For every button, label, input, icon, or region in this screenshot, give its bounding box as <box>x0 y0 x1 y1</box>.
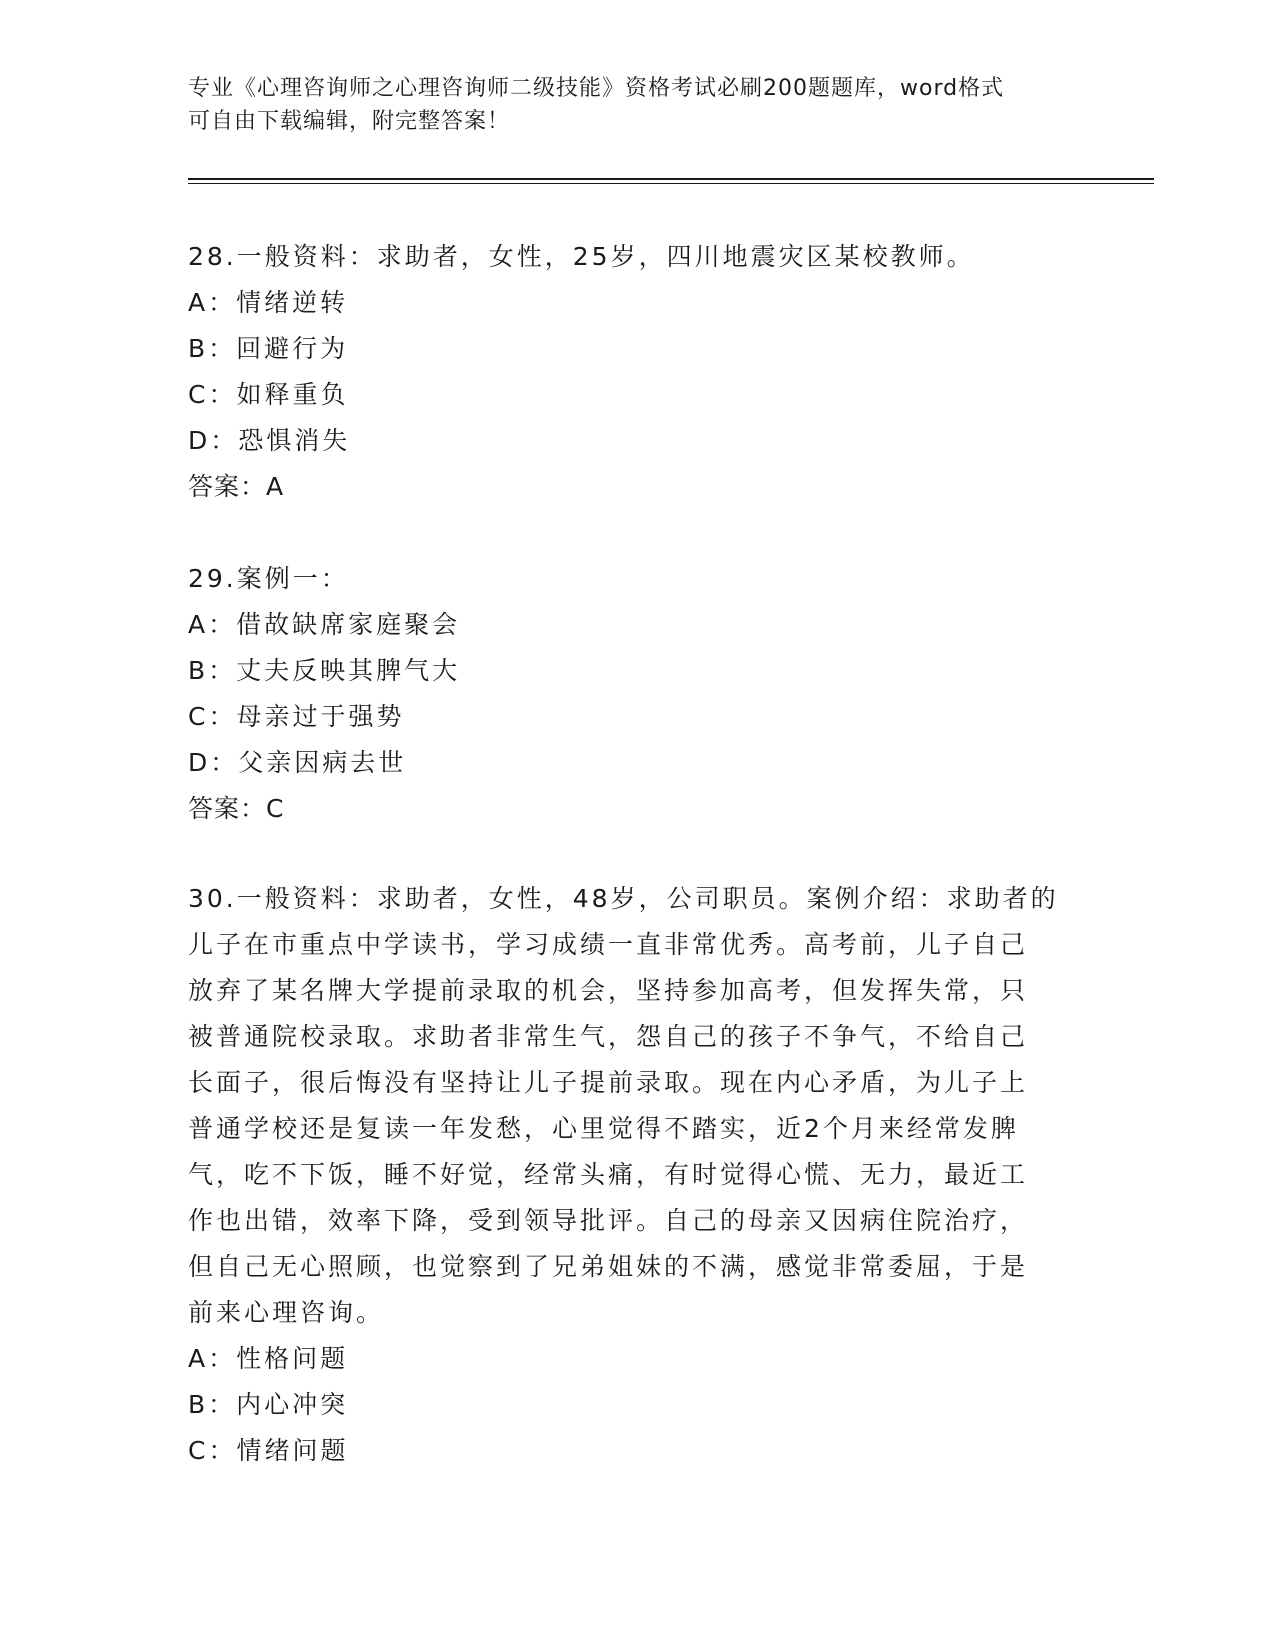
answer-text: 答案：C <box>188 794 285 823</box>
option-d: D：恐惧消失 <box>188 426 351 455</box>
option-a: A：借故缺席家庭聚会 <box>188 610 461 639</box>
option-c: C：如释重负 <box>188 380 349 409</box>
header-divider-thin <box>188 183 1154 184</box>
answer-text: 答案：A <box>188 472 285 501</box>
option-b: B：内心冲突 <box>188 1390 349 1419</box>
stem-line: 放弃了某名牌大学提前录取的机会，坚持参加高考，但发挥失常，只 <box>188 976 1029 1005</box>
option-a: A：性格问题 <box>188 1344 349 1373</box>
header-divider-thick <box>188 178 1154 180</box>
option-d: D：父亲因病去世 <box>188 748 407 777</box>
option-c: C：情绪问题 <box>188 1436 349 1465</box>
stem-line: 儿子在市重点中学读书，学习成绩一直非常优秀。高考前，儿子自己 <box>188 930 1029 959</box>
question-stem: 29.案例一： <box>188 564 349 593</box>
stem-line: 作也出错，效率下降，受到领导批评。自己的母亲又因病住院治疗， <box>188 1206 1029 1235</box>
stem-line: 30.一般资料：求助者，女性，48岁，公司职员。案例介绍：求助者的 <box>188 884 1059 913</box>
option-b: B：丈夫反映其脾气大 <box>188 656 461 685</box>
document-header <box>188 72 1088 138</box>
option-b: B：回避行为 <box>188 334 349 363</box>
stem-line: 普通学校还是复读一年发愁，心里觉得不踏实，近2个月来经常发脾 <box>188 1114 1019 1143</box>
header-line-2: 可自由下载编辑，附完整答案！ <box>188 109 511 134</box>
question-stem <box>188 876 1088 1336</box>
question-28 <box>188 234 1088 510</box>
question-29 <box>188 556 1088 832</box>
stem-line: 前来心理咨询。 <box>188 1298 385 1327</box>
stem-line: 气，吃不下饭，睡不好觉，经常头痛，有时觉得心慌、无力，最近工 <box>188 1160 1029 1189</box>
stem-line: 被普通院校录取。求助者非常生气，怨自己的孩子不争气，不给自己 <box>188 1022 1029 1051</box>
question-stem: 28.一般资料：求助者，女性，25岁，四川地震灾区某校教师。 <box>188 242 975 271</box>
question-30 <box>188 876 1088 1474</box>
option-c: C：母亲过于强势 <box>188 702 405 731</box>
header-line-1: 专业《心理咨询师之心理咨询师二级技能》资格考试必刷200题题库，word格式 <box>188 76 1005 101</box>
stem-line: 长面子，很后悔没有坚持让儿子提前录取。现在内心矛盾，为儿子上 <box>188 1068 1029 1097</box>
stem-line: 但自己无心照顾，也觉察到了兄弟姐妹的不满，感觉非常委屈，于是 <box>188 1252 1029 1281</box>
option-a: A：情绪逆转 <box>188 288 349 317</box>
